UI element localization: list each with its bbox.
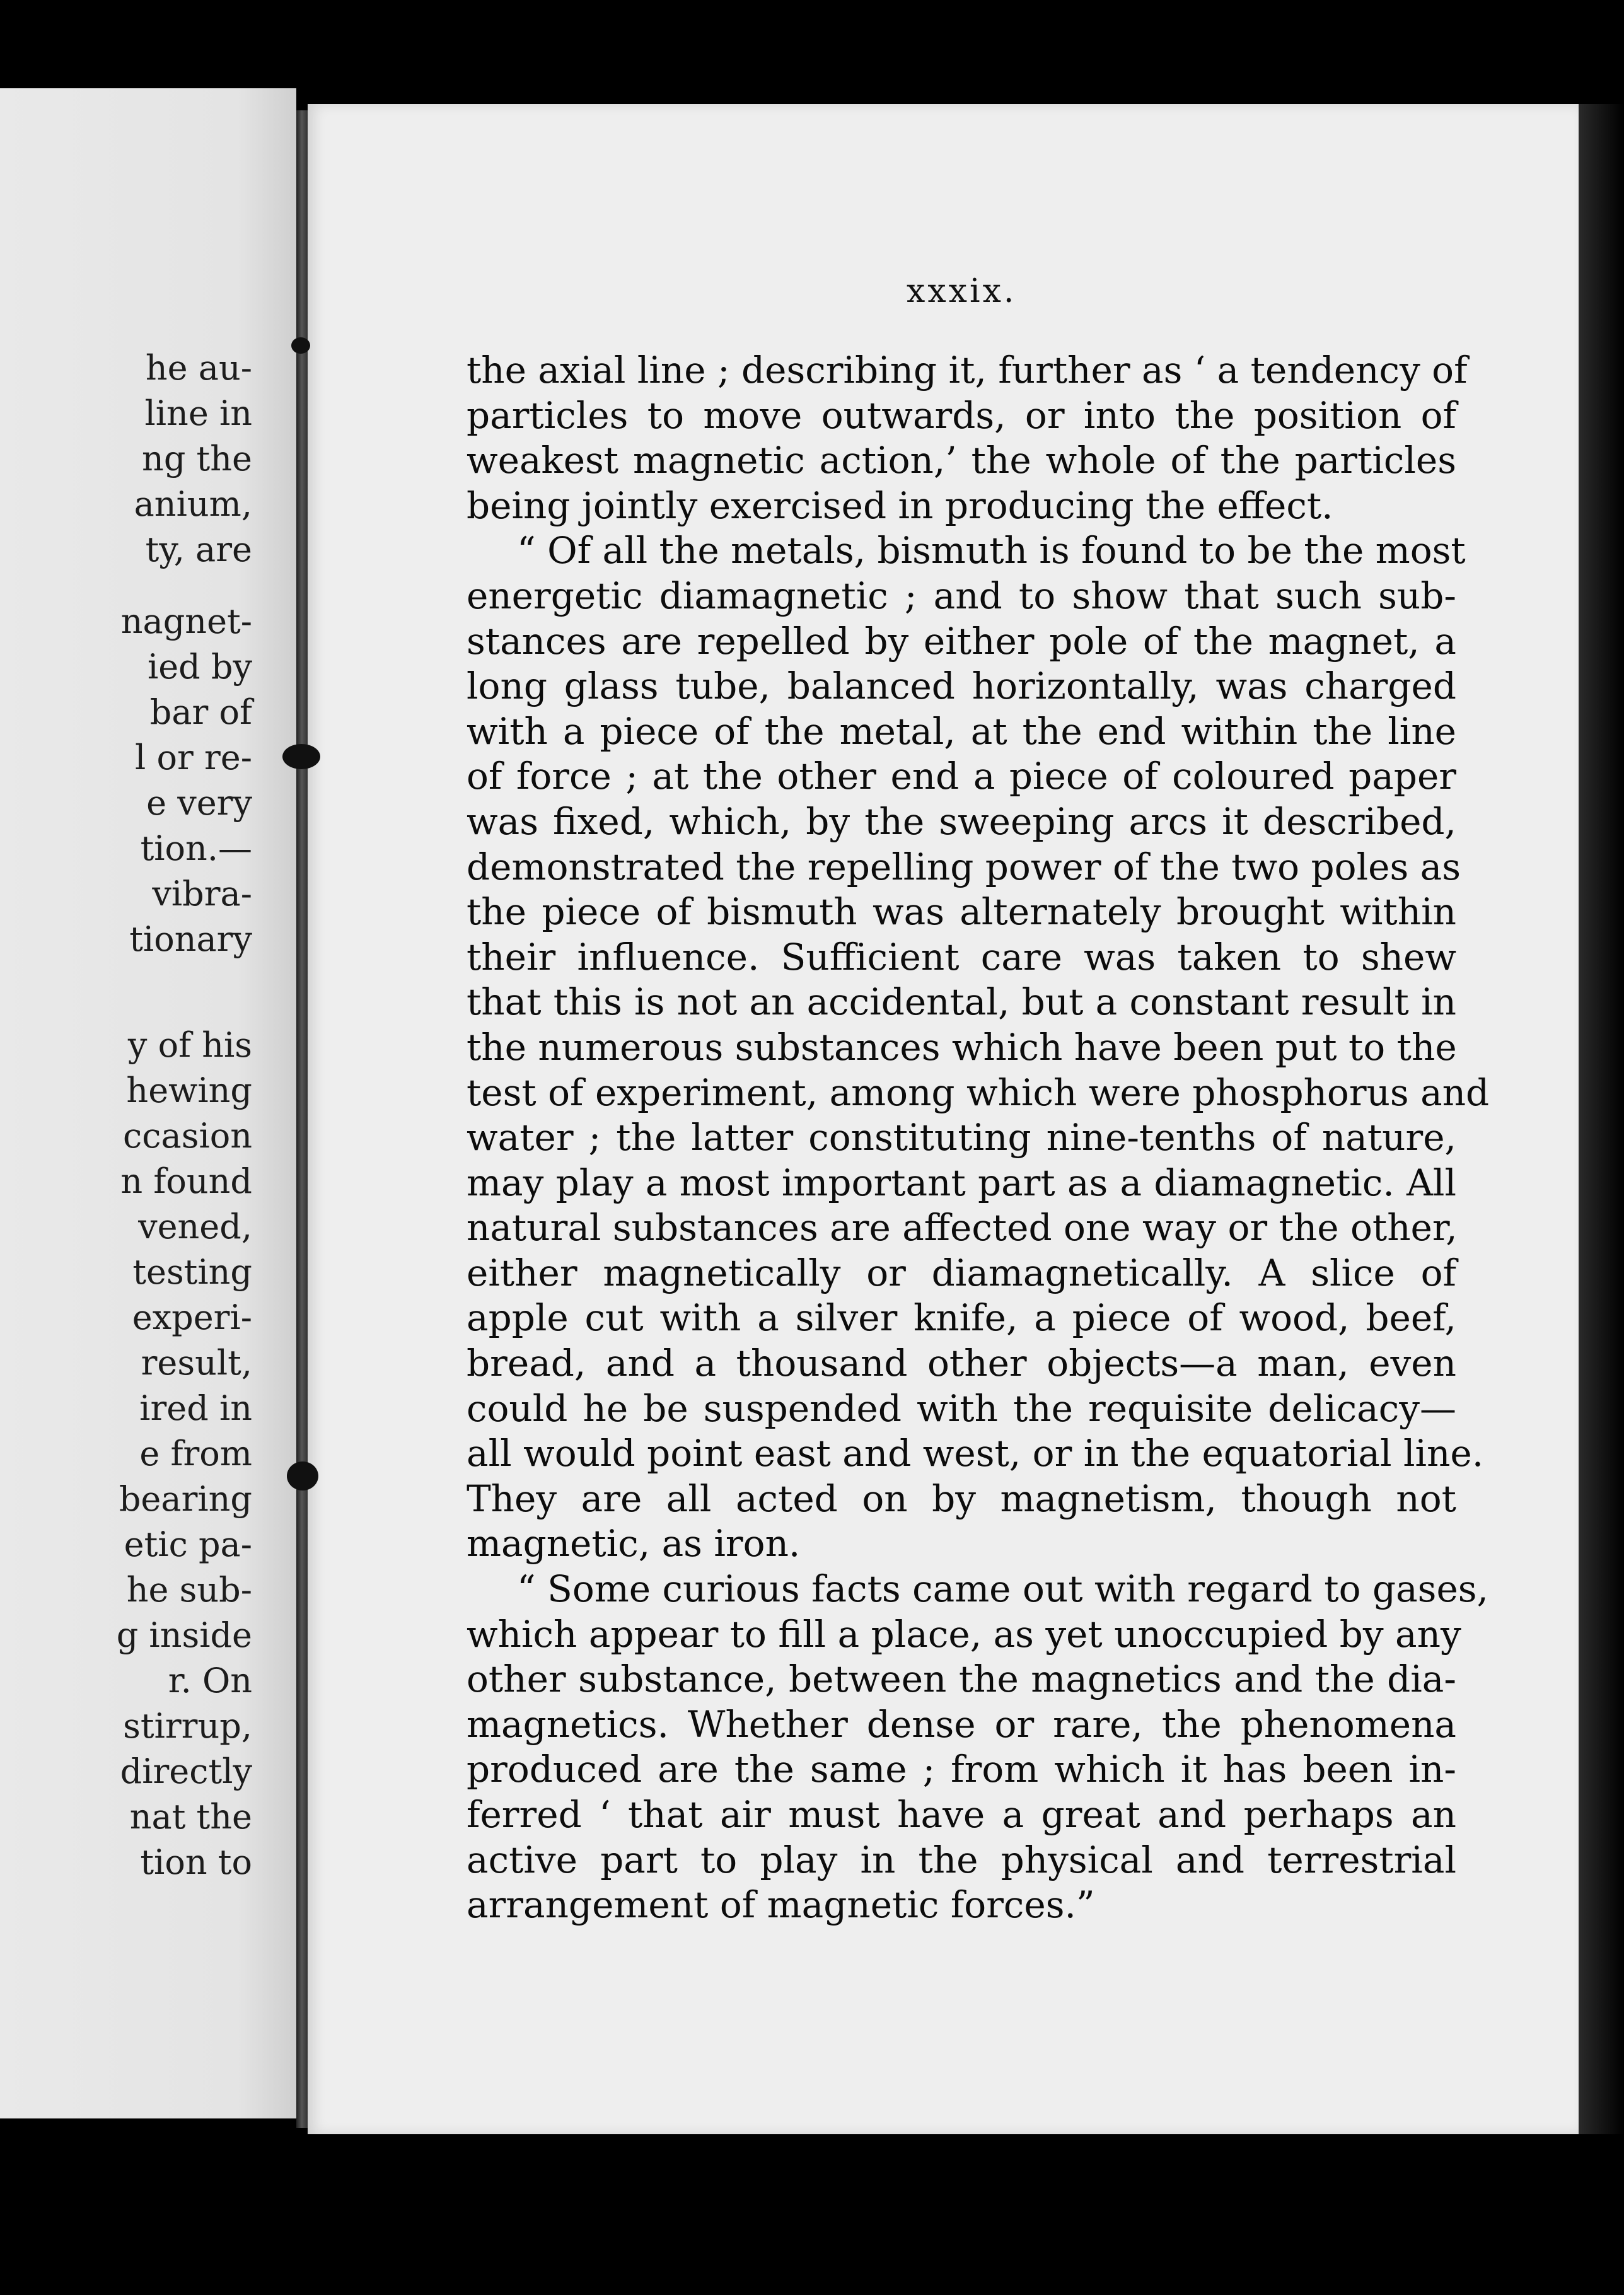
- body-line: all would point east and west, or in the equatorial line.: [467, 1432, 1484, 1475]
- left-page-fragment: ng the: [142, 439, 252, 479]
- body-line: other substance, between the magnetics and the dia-: [467, 1658, 1456, 1701]
- left-page-fragment: etic pa-: [124, 1525, 252, 1564]
- left-page-fragment: ccasion: [123, 1116, 252, 1156]
- left-page-fragment: l or re-: [135, 738, 252, 777]
- left-page-fragment: ired in: [139, 1388, 252, 1428]
- body-line: active part to play in the physical and terrestrial: [467, 1838, 1456, 1881]
- body-line: They are all acted on by magnetism, though not: [467, 1477, 1456, 1520]
- left-page-fragment: bearing: [119, 1479, 252, 1519]
- left-page-fragment: n found: [120, 1161, 252, 1201]
- page-number: xxxix.: [907, 272, 1017, 310]
- body-line: may play a most important part as a diamagnetic. All: [467, 1161, 1456, 1204]
- body-line: their influence. Sufficient care was taken to shew: [467, 935, 1456, 979]
- body-line: water ; the latter constituting nine-tenths of nature,: [467, 1116, 1456, 1159]
- body-line: weakest magnetic action,’ the whole of the particles: [467, 439, 1456, 482]
- body-line: the axial line ; describing it, further as ‘ a tendency of: [467, 349, 1468, 392]
- left-page-fragment: vibra-: [152, 874, 252, 914]
- left-page-fragment: directly: [120, 1752, 252, 1791]
- body-line: apple cut with a silver knife, a piece of wood, beef,: [467, 1296, 1456, 1340]
- body-line: long glass tube, balanced horizontally, was charged: [467, 665, 1456, 708]
- body-line: of force ; at the other end a piece of coloured paper: [467, 755, 1456, 798]
- body-line: being jointly exercised in producing the effect.: [467, 484, 1333, 527]
- body-line: magnetic, as iron.: [467, 1522, 801, 1566]
- body-line: “ Some curious facts came out with regard to gases,: [517, 1567, 1488, 1611]
- left-page-fragment: nagnet-: [120, 601, 252, 641]
- left-page-fragment: ied by: [147, 647, 252, 687]
- right-edge-shadow: [1579, 104, 1624, 2134]
- left-page: [0, 88, 296, 2118]
- body-line: either magnetically or diamagnetically. A slice of: [467, 1251, 1456, 1294]
- binding-thread-mark: [282, 744, 320, 769]
- left-page-fragment: anium,: [134, 484, 252, 524]
- body-line: was fixed, which, by the sweeping arcs it described,: [467, 799, 1456, 843]
- body-line: natural substances are affected one way or the other,: [467, 1206, 1458, 1250]
- left-page-fragment: experi-: [132, 1298, 252, 1337]
- left-page-fragment: nat the: [129, 1797, 252, 1837]
- body-line: particles to move outwards, or into the position of: [467, 393, 1456, 437]
- left-page-fragment: tion.—: [140, 828, 252, 868]
- left-page-fragment: testing: [132, 1252, 252, 1292]
- left-page-fragment: stirrup,: [123, 1706, 252, 1746]
- left-page-fragment: r. On: [168, 1661, 252, 1700]
- body-line: bread, and a thousand other objects—a man, even: [467, 1342, 1456, 1385]
- left-page-fragment: tion to: [140, 1842, 252, 1882]
- body-line: “ Of all the metals, bismuth is found to be the most: [517, 529, 1466, 572]
- left-page-fragment: e from: [139, 1434, 252, 1473]
- binding-thread-mark: [287, 1461, 318, 1490]
- left-page-fragment: vened,: [138, 1207, 252, 1246]
- body-line: the piece of bismuth was alternately brought within: [467, 890, 1456, 934]
- body-line: which appear to fill a place, as yet unoccupied by any: [467, 1612, 1461, 1656]
- body-line: produced are the same ; from which it has been in-: [467, 1748, 1456, 1791]
- left-page-fragment: tionary: [129, 919, 252, 959]
- binding-thread-mark: [291, 337, 310, 354]
- body-line: with a piece of the metal, at the end within the line: [467, 709, 1456, 753]
- left-page-fragment: y of his: [127, 1025, 252, 1065]
- body-line: could he be suspended with the requisite delicacy—: [467, 1386, 1456, 1430]
- left-page-fragment: result,: [141, 1343, 252, 1383]
- body-line: energetic diamagnetic ; and to show that such sub-: [467, 574, 1456, 617]
- body-line: ferred ‘ that air must have a great and perhaps an: [467, 1793, 1456, 1836]
- left-page-fragment: line in: [144, 393, 252, 433]
- body-line: the numerous substances which have been put to the: [467, 1025, 1457, 1069]
- body-line: demonstrated the repelling power of the two poles as: [467, 845, 1461, 888]
- body-line: that this is not an accidental, but a constant result in: [467, 980, 1456, 1024]
- body-line: stances are repelled by either pole of the magnet, a: [467, 619, 1456, 663]
- left-page-fragment: e very: [146, 783, 252, 823]
- body-text: [467, 348, 1490, 1928]
- body-line: magnetics. Whether dense or rare, the phenomena: [467, 1702, 1456, 1746]
- left-page-fragment: bar of: [149, 692, 252, 732]
- body-line: test of experiment, among which were phosphorus and: [467, 1071, 1490, 1114]
- body-line: arrangement of magnetic forces.”: [467, 1883, 1095, 1927]
- left-page-fragment: he au-: [145, 348, 252, 388]
- left-page-fragment: hewing: [126, 1071, 252, 1110]
- left-page-fragment: ty, are: [145, 530, 252, 569]
- left-page-fragment: he sub-: [126, 1570, 252, 1610]
- left-page-fragment: g inside: [116, 1615, 252, 1655]
